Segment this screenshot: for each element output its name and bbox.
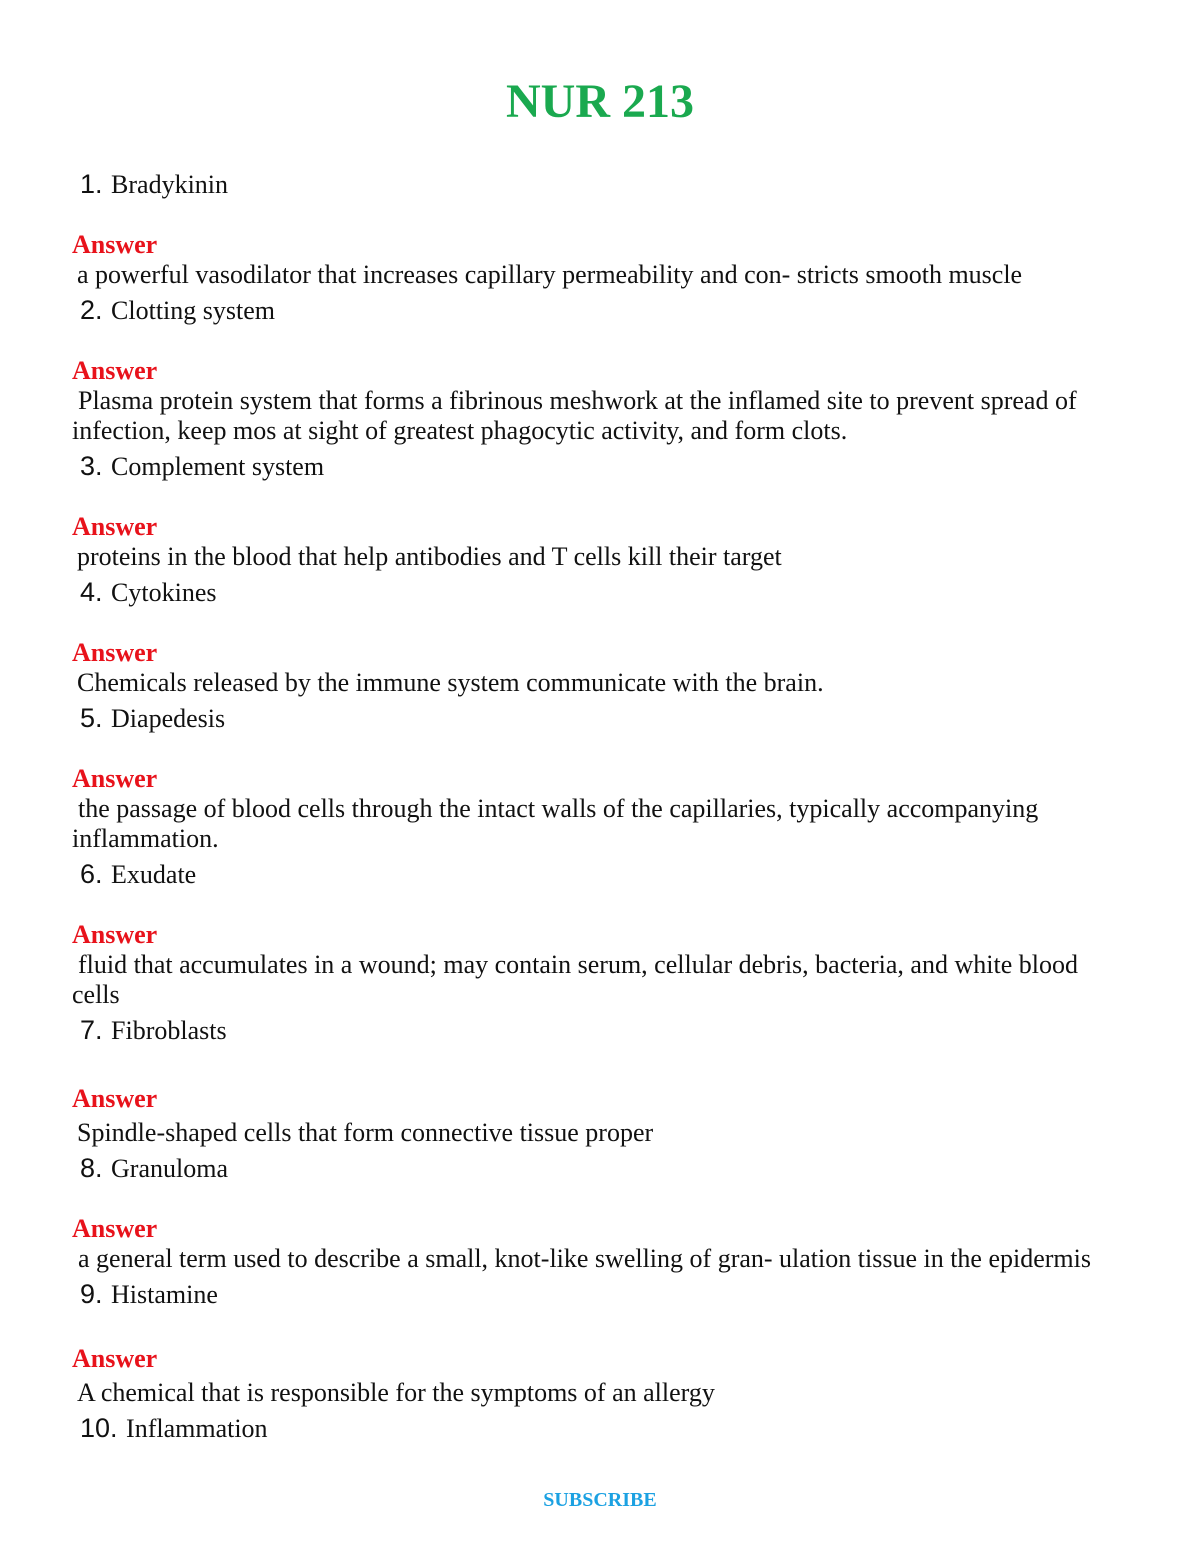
qa-item — [72, 854, 1132, 1010]
answer-text: Spindle-shaped cells that form connective tissue proper — [77, 1118, 654, 1147]
question — [80, 1274, 1132, 1314]
answer-text: a general term used to describe a small, knot-like swelling of gran- ulation tissue in the epidermis — [78, 1244, 1091, 1273]
qa-item — [72, 1274, 1132, 1408]
question — [80, 572, 1132, 612]
answer-label: Answer — [72, 1344, 158, 1373]
answer-text: fluid that accumulates in a wound; may contain serum, cellular debris, bacteria, and white blood cells — [72, 950, 1078, 1009]
question — [80, 164, 1132, 204]
question — [80, 698, 1132, 738]
question — [80, 446, 1132, 486]
answer-text: Plasma protein system that forms a fibrinous meshwork at the inflamed site to prevent spread of infection, keep mos at sight of greatest phagocytic activity, and form clots. — [72, 386, 1077, 445]
question-text: Fibroblasts — [111, 1016, 227, 1045]
question-text: Exudate — [111, 860, 197, 889]
answer-label: Answer — [72, 1084, 158, 1113]
qa-item — [72, 1010, 1132, 1148]
question-number: 4. — [80, 577, 103, 607]
answer-label: Answer — [72, 638, 158, 667]
question-text: Diapedesis — [111, 704, 226, 733]
qa-item — [72, 1408, 1132, 1448]
question-text: Inflammation — [126, 1414, 268, 1443]
question-text: Cytokines — [111, 578, 217, 607]
question-number: 8. — [80, 1153, 103, 1183]
question — [80, 1010, 1132, 1050]
answer-text: Chemicals released by the immune system communicate with the brain. — [77, 668, 824, 697]
question-number: 7. — [80, 1015, 103, 1045]
qa-list — [72, 164, 1132, 1448]
answer-label: Answer — [72, 920, 158, 949]
question-number: 5. — [80, 703, 103, 733]
question-number: 1. — [80, 169, 103, 199]
qa-item — [72, 572, 1132, 698]
question-text: Granuloma — [111, 1154, 228, 1183]
question-number: 2. — [80, 295, 103, 325]
question — [80, 854, 1132, 894]
question-number: 3. — [80, 451, 103, 481]
question-text: Bradykinin — [111, 170, 229, 199]
answer-label: Answer — [72, 512, 158, 541]
subscribe-link[interactable]: SUBSCRIBE — [543, 1489, 657, 1511]
answer-text: the passage of blood cells through the intact walls of the capillaries, typically accompanying inflammation. — [72, 794, 1039, 853]
answer-label: Answer — [72, 230, 158, 259]
answer-text: a powerful vasodilator that increases capillary permeability and con- stricts smooth muscle — [77, 260, 1023, 289]
answer-label: Answer — [72, 764, 158, 793]
qa-item — [72, 164, 1132, 290]
question — [80, 290, 1132, 330]
answer-label: Answer — [72, 356, 158, 385]
question — [80, 1148, 1132, 1188]
page-title: NUR 213 — [506, 75, 694, 128]
question-text: Histamine — [111, 1280, 218, 1309]
qa-item — [72, 698, 1132, 854]
answer-label: Answer — [72, 1214, 158, 1243]
qa-item — [72, 290, 1132, 446]
answer-text: proteins in the blood that help antibodies and T cells kill their target — [77, 542, 782, 571]
qa-item — [72, 446, 1132, 572]
answer-text: A chemical that is responsible for the symptoms of an allergy — [77, 1378, 715, 1407]
question-number: 9. — [80, 1279, 103, 1309]
question-number: 6. — [80, 859, 103, 889]
question-number: 10. — [80, 1413, 118, 1443]
question — [80, 1408, 1132, 1448]
question-text: Clotting system — [111, 296, 275, 325]
qa-item — [72, 1148, 1132, 1274]
question-text: Complement system — [111, 452, 325, 481]
